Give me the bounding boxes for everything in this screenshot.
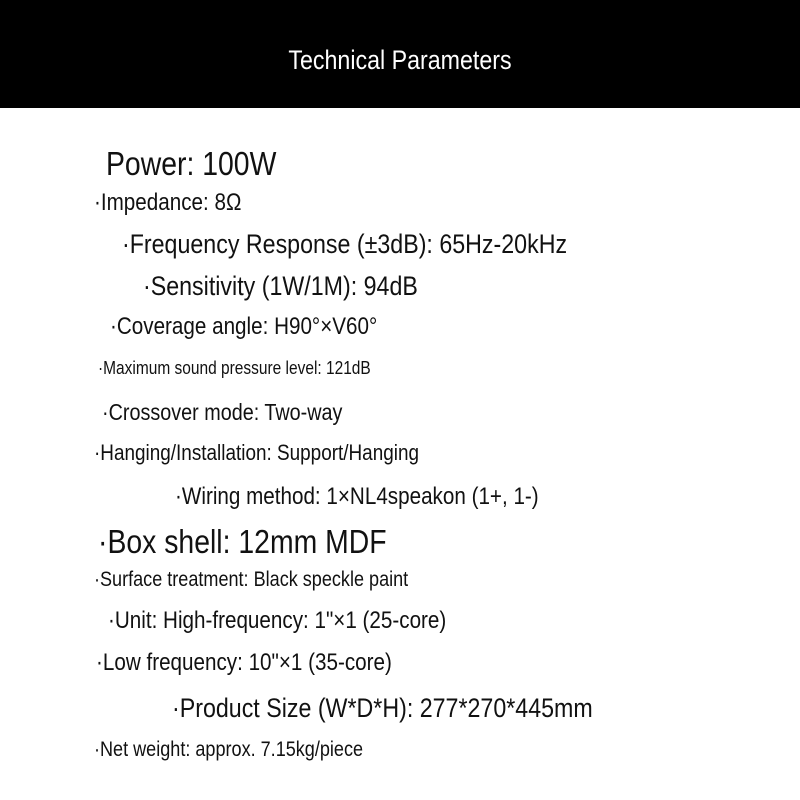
spec-net-weight: ·Net weight: approx. 7.15kg/piece	[94, 738, 364, 761]
header-bar	[0, 0, 800, 108]
spec-coverage-angle: ·Coverage angle: H90°×V60°	[110, 313, 378, 340]
spec-max-spl: ·Maximum sound pressure level: 121dB	[98, 358, 371, 378]
spec-crossover-mode: ·Crossover mode: Two-way	[102, 399, 343, 425]
spec-product-size: ·Product Size (W*D*H): 277*270*445mm	[172, 693, 593, 723]
spec-sensitivity: ·Sensitivity (1W/1M): 94dB	[143, 271, 418, 301]
spec-box-shell: ·Box shell: 12mm MDF	[98, 523, 387, 560]
spec-low-frequency: ·Low frequency: 10"×1 (35-core)	[96, 649, 392, 676]
spec-frequency-response: ·Frequency Response (±3dB): 65Hz-20kHz	[122, 229, 568, 259]
spec-hanging-installation: ·Hanging/Installation: Support/Hanging	[94, 440, 420, 465]
spec-power: Power: 100W	[106, 145, 277, 182]
spec-wiring-method: ·Wiring method: 1×NL4speakon (1+, 1-)	[175, 483, 539, 510]
spec-surface-treatment: ·Surface treatment: Black speckle paint	[94, 568, 409, 591]
spec-impedance: ·Impedance: 8Ω	[94, 189, 242, 216]
spec-unit-high-frequency: ·Unit: High-frequency: 1"×1 (25-core)	[108, 607, 447, 634]
page-title: Technical Parameters	[288, 45, 512, 75]
